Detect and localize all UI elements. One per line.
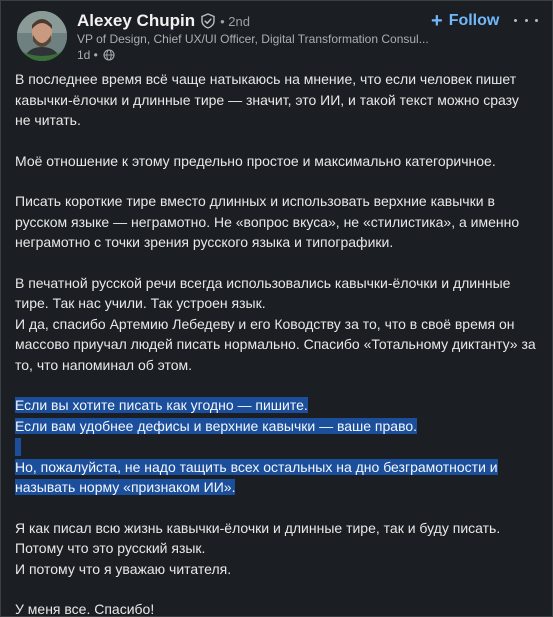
post-line: В печатной русской речи всегда использовались кавычки-ёлочки и длинные [15, 274, 511, 291]
avatar[interactable] [17, 11, 67, 61]
selected-text: Если вы хотите писать как угодно — пишите. [15, 397, 308, 413]
plus-icon: + [431, 10, 443, 32]
more-dot-icon [514, 19, 517, 22]
post-paragraph-selected [15, 457, 540, 498]
post-line: Моё отношение к этому предельно простое и максимально категоричное. [15, 152, 496, 169]
selected-text: называть норму «признаком ИИ». [15, 479, 236, 495]
author-name-row [77, 11, 250, 31]
post-paragraph [15, 69, 540, 131]
post-paragraph [15, 518, 540, 580]
post-paragraph [15, 273, 540, 376]
post-paragraph [15, 191, 540, 253]
connection-degree: • 2nd [220, 13, 250, 29]
post-body [15, 69, 540, 617]
post-line: И потому что я уважаю читателя. [15, 560, 232, 577]
verified-shield-icon [200, 13, 216, 29]
post-meta [77, 48, 115, 62]
selected-text: Если вам удобнее дефисы и верхние кавычки — ваше право. [15, 417, 418, 434]
post-line: И да, спасибо Артемию Лебедеву и его Ководству за то, что в своё время он [15, 315, 515, 332]
follow-label: Follow [448, 12, 500, 29]
post-paragraph [15, 151, 540, 172]
avatar-photo [17, 11, 67, 61]
post-line: массово приучал людей писать нормально. Спасибо «Тотальному диктанту» за [15, 336, 536, 352]
post-line: Я как писал всю жизнь кавычки-ёлочки и длинные тире, так и буду писать. [15, 519, 501, 536]
author-name[interactable]: Alexey Chupin [77, 11, 196, 30]
post-paragraph [15, 599, 540, 617]
selected-blank-line [15, 438, 21, 456]
author-headline: VP of Design, Chief UX/UI Officer, Digital Transformation Consul... [77, 32, 429, 46]
more-options-button[interactable] [514, 11, 538, 29]
post-line: русском языке — неграмотно. Не «вопрос вкуса», не «стилистика», а именно [15, 213, 520, 230]
more-dot-icon [525, 19, 528, 22]
post-line: тире. Так нас учили. Так устроен язык. [15, 295, 266, 311]
post-line: не читать. [15, 112, 81, 128]
selected-text: Но, пожалуйста, не надо тащить всех остальных на дно безграмотности и [15, 458, 498, 475]
post-line: кавычки-ёлочки и длинные тире — значит, это ИИ, и такой текст можно сразу [15, 91, 519, 108]
more-dot-icon [535, 19, 538, 22]
post-line: Потому что это русский язык. [15, 540, 206, 556]
post-line: неграмотно с точки зрения русского языка и типографики. [15, 234, 394, 250]
post-paragraph-selected [15, 395, 540, 457]
post-header [17, 11, 542, 61]
post-line: В последнее время всё чаще натыкаюсь на мнение, что если человек пишет [15, 71, 517, 87]
globe-icon [103, 49, 115, 61]
post-line: У меня все. Спасибо! [15, 601, 155, 617]
post-time: 1d • [77, 48, 98, 62]
post-line: Писать короткие тире вместо длинных и использовать верхние кавычки в [15, 193, 495, 209]
post-line: то, что напоминал об этом. [15, 356, 193, 373]
follow-button[interactable] [431, 10, 499, 32]
